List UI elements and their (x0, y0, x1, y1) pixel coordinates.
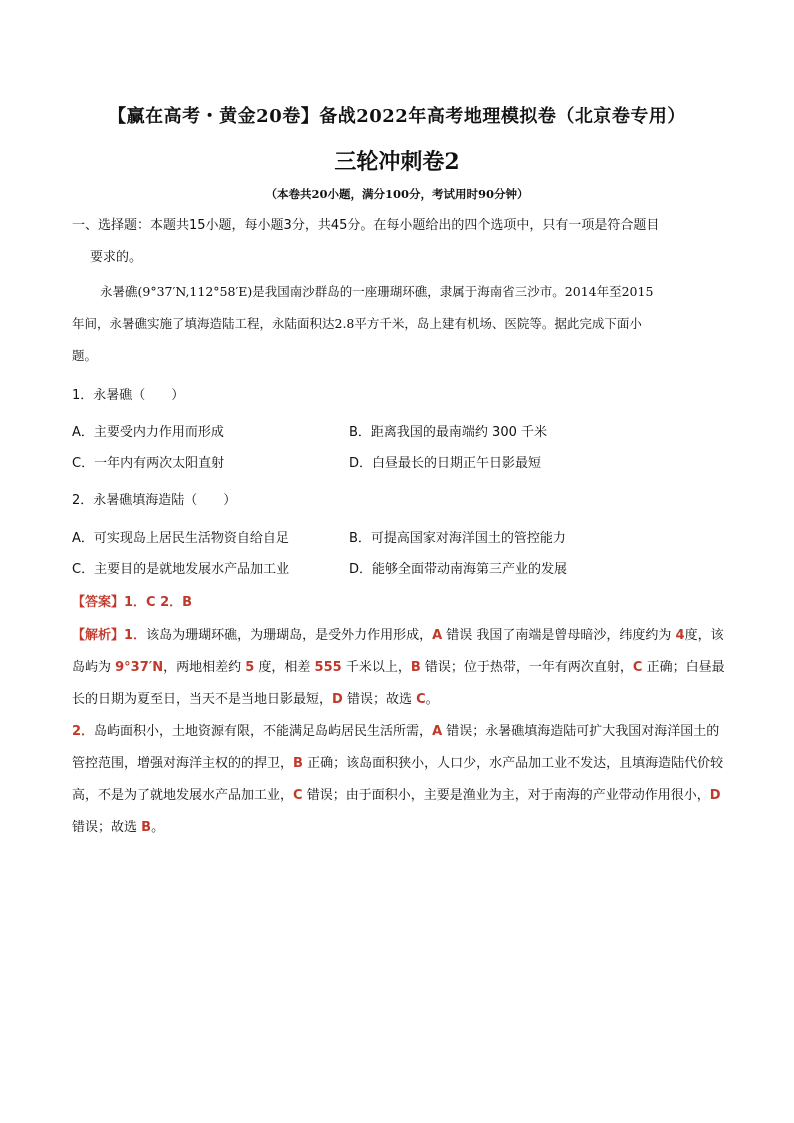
question-1-option-d: D．白昼最长的日期正午日影最短 (349, 456, 542, 471)
section-line-2: 要求的。 (90, 250, 143, 265)
analysis-2-key: A (432, 724, 443, 739)
analysis-2-key: B (293, 756, 303, 771)
analysis-1-text: 度，该岛屿为 (72, 628, 724, 675)
question-1-option-b: B．距离我国的最南端约 300 千米 (349, 425, 547, 440)
analysis-2-text: 错误；故选 (72, 820, 142, 835)
analysis-1-text: ，两地相差约 (163, 660, 246, 675)
analysis-1-text: 错误；故选 (342, 692, 417, 707)
answer-label: 【答案】 (72, 595, 125, 610)
question-1-stem: 1．永暑礁（ ） (72, 388, 185, 403)
question-2-option-a: A．可实现岛上居民生活物资自给自足 (72, 531, 289, 546)
analysis-label: 【解析】 (72, 628, 125, 643)
analysis-2-key: C (293, 788, 303, 803)
analysis-block (72, 620, 728, 844)
analysis-2-key: B (141, 820, 152, 835)
question-2-option-b: B．可提高国家对海洋国土的管控能力 (349, 531, 566, 546)
analysis-1-key: B (410, 660, 421, 675)
analysis-1-key: 555 (314, 660, 342, 675)
analysis-2-num: 2． (72, 724, 95, 739)
analysis-2-text: 。 (151, 820, 165, 835)
question-1-option-c: C．一年内有两次太阳直射 (72, 456, 225, 471)
analysis-1-key: 4 (675, 628, 685, 643)
analysis-1-text: 错误 我国了南端是曾母暗沙，纬度约为 (442, 628, 676, 643)
analysis-1-key: 9°37′N (115, 660, 164, 675)
analysis-2-key: D (709, 788, 721, 803)
passage-line-1: 永暑礁(9°37′N,112°58′E)是我国南沙群岛的一座珊瑚环礁，隶属于海南省三沙市。2014年至2015 (100, 284, 654, 299)
exam-note: （本卷共20小题，满分100分，考试用时90分钟） (265, 187, 529, 201)
analysis-1-key: 5 (245, 660, 255, 675)
question-2-option-c: C．主要目的是就地发展水产品加工业 (72, 562, 290, 577)
answer-line (72, 591, 192, 610)
exam-subtitle: 三轮冲刺卷2 (334, 149, 460, 175)
analysis-1-text: 正确；白昼最长的日期为夏至日，当天不是当地日影最短， (72, 660, 725, 707)
question-2-option-d: D．能够全面带动南海第三产业的发展 (349, 562, 568, 577)
analysis-1-key: C (416, 692, 426, 707)
passage-line-2: 年间，永暑礁实施了填海造陆工程，永陆面积达2.8平方千米，岛上建有机场、医院等。据此完成下面小 (72, 316, 642, 331)
analysis-1-text: 。 (425, 692, 439, 707)
analysis-2-text: 正确；该岛面积狭小，人口少，水产品加工业不发达，且填海造陆代价较高，不是为了就地发展水产品加工业， (72, 756, 724, 803)
analysis-paragraph-1 (72, 620, 728, 716)
analysis-paragraph-2 (72, 716, 728, 844)
exam-title: 【赢在高考・黄金20卷】备战2022年高考地理模拟卷（北京卷专用） (108, 106, 686, 127)
question-2-stem: 2．永暑礁填海造陆（ ） (72, 493, 237, 508)
passage-line-3: 题。 (72, 348, 98, 363)
analysis-1-num: 1． (124, 628, 147, 643)
reading-passage (72, 276, 732, 372)
analysis-2-text: 错误；由于面积小，主要是渔业为主，对于南海的产业带动作用很小， (302, 788, 710, 803)
analysis-1-key: D (332, 692, 343, 707)
question-1-option-a: A．主要受内力作用而形成 (72, 425, 224, 440)
section-line-1: 一、选择题：本题共15小题，每小题3分，共45分。在每小题给出的四个选项中，只有一项是符合题目 (72, 218, 660, 233)
analysis-2-text: 岛屿面积小，土地资源有限，不能满足岛屿居民生活所需， (94, 724, 433, 739)
analysis-1-text: 度，相差 (254, 660, 315, 675)
analysis-2-text: 错误；永暑礁填海造陆可扩大我国对海洋国土的管控范围，增强对海洋主权的的捍卫， (72, 724, 720, 771)
answer-value: 1．C 2．B (124, 595, 193, 610)
analysis-1-text: 千米以上， (341, 660, 411, 675)
analysis-1-key: A (432, 628, 443, 643)
section-instructions (72, 210, 732, 274)
analysis-1-text: 该岛为珊瑚环礁，为珊瑚岛，是受外力作用形成， (146, 628, 433, 643)
analysis-1-key: C (632, 660, 643, 675)
analysis-1-text: 错误；位于热带，一年有两次直射， (420, 660, 633, 675)
